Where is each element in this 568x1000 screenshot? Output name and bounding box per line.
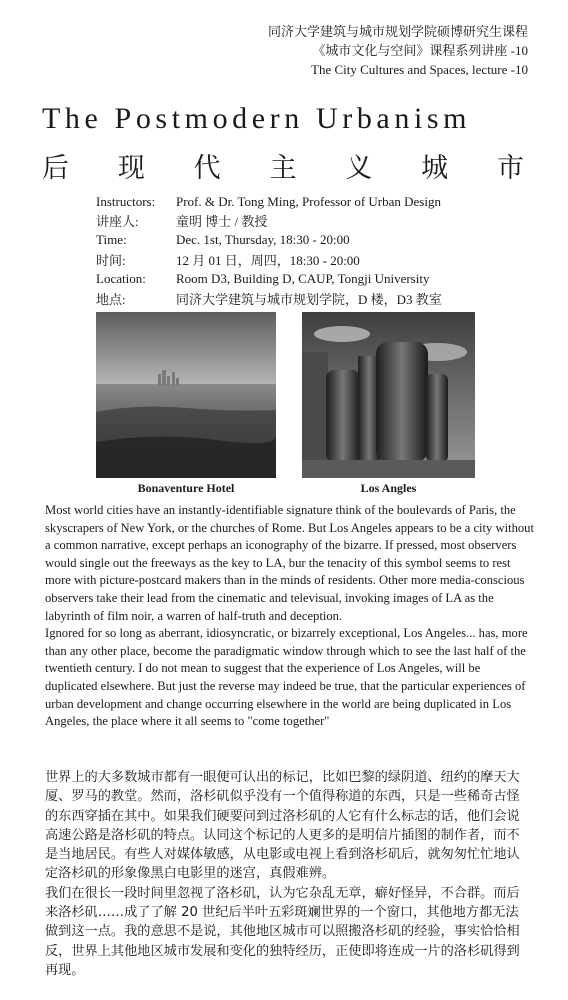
info-label: 时间: xyxy=(96,253,126,269)
header-line-2: 《城市文化与空间》课程系列讲座 -10 xyxy=(312,43,528,58)
info-value: 童明 博士 / 教授 xyxy=(176,214,268,230)
chinese-paragraph: 我们在很长一段时间里忽视了洛杉矶，认为它杂乱无章，癖好怪异，不合群。而后来洛杉矶……成了了解 20 世纪后半叶五彩斑斓世界的一个窗口，其他地方都无法做到这一点。我的意思不是说，其他地区城市可以照搬洛杉矶的经验，事实恰恰相反，世界上其他地区城市发展和变化的独特经历，正使即将连成一片的洛杉矶得到再现。 xyxy=(45,885,520,978)
photo-caption-right: Los Angles xyxy=(360,481,417,495)
info-value: Prof. & Dr. Tong Ming, Professor of Urban Design xyxy=(176,193,441,209)
info-label: 地点: xyxy=(96,291,126,307)
lecture-title-zh xyxy=(42,146,524,185)
title-zh-char: 主 xyxy=(269,153,297,183)
title-zh-char: 现 xyxy=(117,153,145,183)
lecture-title-en: The Postmodern Urbanism xyxy=(42,102,472,135)
info-row xyxy=(96,192,442,211)
info-value: Room D3, Building D, CAUP, Tongji University xyxy=(176,270,430,286)
info-value: 同济大学建筑与城市规划学院，D 楼，D3 教室 xyxy=(176,291,442,307)
info-label: Instructors: xyxy=(96,193,156,209)
title-zh-char: 市 xyxy=(496,153,524,183)
english-body xyxy=(45,502,535,731)
info-row xyxy=(96,269,442,288)
title-zh-char: 后 xyxy=(42,153,69,183)
header-line-1: 同济大学建筑与城市规划学院硕博研究生课程 xyxy=(267,24,528,39)
info-row xyxy=(96,250,442,269)
info-value: 12 月 01 日，周四，18:30 - 20:00 xyxy=(176,253,360,269)
course-header xyxy=(268,22,528,79)
cityscape-photo xyxy=(96,312,276,478)
title-zh-char: 义 xyxy=(345,153,373,183)
info-label: Time: xyxy=(96,232,127,248)
info-row xyxy=(96,288,442,307)
chinese-paragraph: 世界上的大多数城市都有一眼便可认出的标记，比如巴黎的绿阴道、纽约的摩天大厦、罗马的教堂。然而，洛杉矶似乎没有一个值得称道的东西，只是一些稀奇古怪的东西穿插在其中。如果我们硬要问到过洛杉矶的人它有什么标志的话，他们会说高速公路是洛杉矶的特点。认同这个标记的人更多的是明信片插图的制作者，而不是当地居民。有些人对媒体敏感，从电影或电视上看到洛杉矶后，就匆匆忙忙地认定洛杉矶的形象像黑白电影里的迷宫，真假难辨。 xyxy=(45,770,520,882)
english-paragraph: Most world cities have an instantly-identifiable signature think of the boulevards of Paris, the skyscrapers of New York, or the churches of Rome. But Los Angeles appears to be a city without a common narrative, except perhaps an iconography of the bizarre. If pressed, most observers would single out the freeways as the key to LA, bur the tenacity of this symbol seems to rest more with picture-postcard makers than in the minds of residents. Other more media-conscious observers take their lead from the cinematic and televisual, invoking images of LA as the labyrinth of film noir, a warren of half-truth and deception. xyxy=(45,503,534,623)
info-label: 讲座人: xyxy=(96,214,139,230)
towers-photo xyxy=(302,312,475,478)
title-zh-char: 城 xyxy=(421,153,449,183)
header-line-3: The City Cultures and Spaces, lecture -10 xyxy=(311,62,528,77)
info-row xyxy=(96,211,442,230)
info-row xyxy=(96,231,442,250)
chinese-body xyxy=(45,768,525,980)
title-zh-char: 代 xyxy=(193,153,221,183)
lecture-info xyxy=(96,192,442,308)
photo-caption-left: Bonaventure Hotel xyxy=(137,481,235,495)
info-value: Dec. 1st, Thursday, 18:30 - 20:00 xyxy=(176,232,350,248)
english-paragraph: Ignored for so long as aberrant, idiosyncratic, or bizarrely exceptional, Los Angeles... has, more than any other place, become the paradigmatic window through which to see the last half of the twentieth century. I do not mean to suggest that the experience of Los Angeles, will be duplicated elsewhere. But just the reverse may indeed be true, that the particular experiences of urban development and change occurring elsewhere in the world are being duplicated in Los Angeles, the place where it all seems to "come together" xyxy=(45,626,528,729)
info-label: Location: xyxy=(96,270,146,286)
